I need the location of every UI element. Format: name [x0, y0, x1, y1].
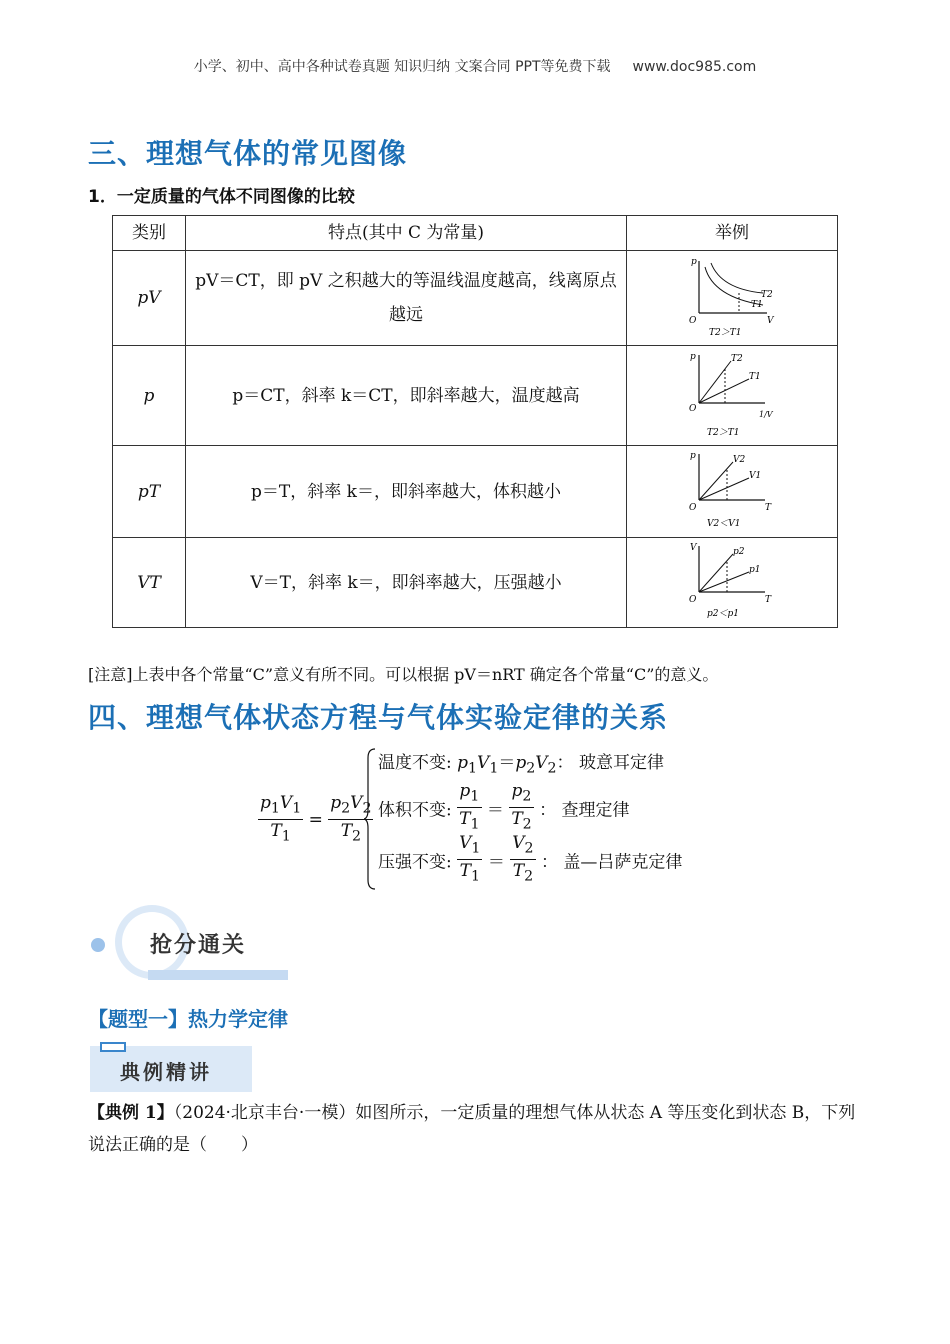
header-url[interactable]: www.doc985.com — [632, 59, 757, 75]
isochoric-row: 体积不变: $\frac{p_1}{T_1}$ ＝ $\frac{p_2}{T_2}$ ： 查理定律 — [378, 781, 630, 833]
general-equation: $\frac{p_1V_1}{T_1}$ = $\frac{p_2V_2}{T_2}$ — [258, 792, 373, 848]
axis-label-x: T — [765, 502, 772, 513]
header-cell: 特点(其中 C 为常量) — [186, 216, 627, 251]
subsection-title: 1．一定质量的气体不同图像的比较 — [88, 187, 355, 207]
example-text: （2024·北京丰台·一模）如图所示，一定质量的理想气体从状态 A 等压变化到状态 B，下列说法正确的是（ ） — [88, 1103, 856, 1155]
axis-label-x: V — [767, 316, 774, 326]
axis-label-y: p — [691, 257, 697, 267]
pv-isotherm-graph — [687, 255, 777, 341]
description-cell: p＝CT，斜率 k＝CT，即斜率越大，温度越高 — [186, 346, 627, 446]
description-cell: pV＝CT，即 pV 之积越大的等温线温度越高，线离原点越远 — [186, 251, 627, 346]
table-header-row — [113, 216, 838, 251]
line-p1 — [699, 572, 749, 592]
line-label-2: p2 — [733, 546, 745, 557]
banner-icon — [100, 1042, 126, 1052]
score-badge — [88, 900, 298, 990]
relation-label: V2＜V1 — [707, 518, 741, 529]
example-cell — [627, 346, 838, 446]
header-cell: 举例 — [627, 216, 838, 251]
condition-label: 压强不变: — [378, 852, 452, 873]
note-text: [注意]上表中各个常量“C”意义有所不同。可以根据 pV＝nRT 确定各个常量“C”的意义。 — [88, 665, 719, 684]
category-cell: VT — [113, 538, 186, 628]
law-name: 玻意耳定律 — [578, 753, 664, 773]
example-banner — [90, 1046, 252, 1092]
fraction: $\frac{p_2V_2}{T_2}$ — [330, 793, 372, 845]
example-cell — [627, 538, 838, 628]
header-cell: 类别 — [113, 216, 186, 251]
curve-label-1: T1 — [751, 300, 763, 310]
relation-label: p2＜p1 — [707, 608, 739, 619]
question-type-title: 【题型一】热力学定律 — [88, 1007, 288, 1031]
axis-label-y: p — [690, 351, 696, 362]
badge-text: 抢分通关 — [150, 933, 247, 958]
relation-label: T2＞T1 — [709, 328, 742, 338]
origin-label: O — [689, 502, 697, 513]
fraction: $\frac{p_1V_1}{T_1}$ — [260, 793, 302, 845]
relation-label: T2＞T1 — [707, 427, 740, 438]
comparison-table — [112, 215, 838, 628]
table-row — [113, 251, 838, 346]
line-label-2: V2 — [733, 454, 746, 465]
condition-label: 温度不变: — [378, 753, 452, 773]
origin-label: O — [689, 316, 697, 326]
line-v2 — [699, 462, 733, 500]
page-header — [0, 56, 950, 76]
line-label-1: T1 — [749, 371, 761, 382]
category-cell: p — [113, 346, 186, 446]
axis-label-x: 1/V — [759, 409, 773, 419]
section-3-title: 三、理想气体的常见图像 — [88, 137, 408, 170]
line-label-1: V1 — [749, 470, 762, 481]
header-text: 小学、初中、高中各种试卷真题 知识归纳 文案合同 PPT等免费下载 — [193, 59, 611, 75]
curve-label-2: T2 — [761, 290, 773, 300]
example-tag: 【典例 1】 — [88, 1103, 174, 1123]
isothermal-row: 温度不变: $p_1V_1=p_2V_2$： 玻意耳定律 — [378, 753, 664, 777]
p-T-graph — [687, 450, 777, 534]
table-row — [113, 538, 838, 628]
law-name: 查理定律 — [561, 800, 630, 821]
section-4-title: 四、理想气体状态方程与气体实验定律的关系 — [88, 701, 669, 734]
axis-label-y: p — [690, 450, 696, 461]
example-cell — [627, 251, 838, 346]
axis-label-y: V — [690, 542, 697, 553]
line-v1 — [699, 478, 749, 500]
isobaric-row: 压强不变: $\frac{V_1}{T_1}$ ＝ $\frac{V_2}{T_2}$ ： 盖—吕萨克定律 — [378, 833, 683, 885]
p-invV-graph — [687, 351, 777, 441]
table-row — [113, 446, 838, 538]
line-label-1: p1 — [749, 564, 761, 575]
law-name: 盖—吕萨克定律 — [563, 852, 683, 873]
line-t2 — [699, 361, 731, 403]
axis-label-x: T — [765, 594, 772, 605]
description-cell: p＝T，斜率 k＝，即斜率越大，体积越小 — [186, 446, 627, 538]
line-label-2: T2 — [731, 353, 743, 364]
V-T-graph — [687, 542, 777, 624]
category-cell: pT — [113, 446, 186, 538]
category-cell: pV — [113, 251, 186, 346]
line-t1 — [699, 379, 749, 403]
origin-label: O — [689, 403, 697, 414]
banner-text: 典例精讲 — [120, 1060, 212, 1084]
condition-label: 体积不变: — [378, 800, 452, 821]
table-row — [113, 346, 838, 446]
line-p2 — [699, 554, 733, 592]
origin-label: O — [689, 594, 697, 605]
gas-law-relations — [258, 748, 758, 893]
example-question — [88, 1097, 868, 1161]
description-cell: V＝T，斜率 k＝，即斜率越大，压强越小 — [186, 538, 627, 628]
example-cell — [627, 446, 838, 538]
brace — [364, 748, 376, 890]
